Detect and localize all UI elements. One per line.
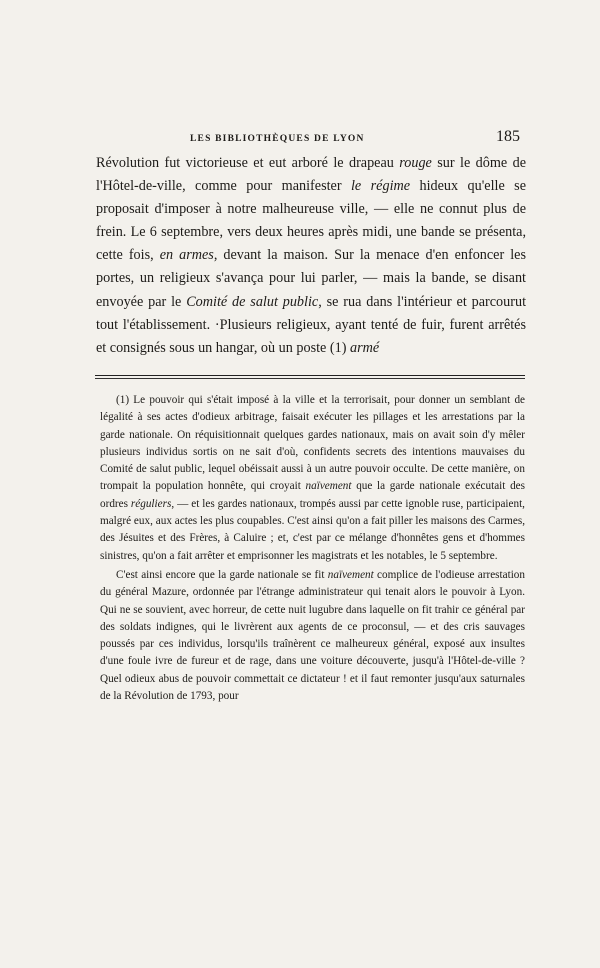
italic-run: rouge [399, 155, 432, 171]
text-run: hideux qu'elle se proposait d'imposer à notre malheureuse ville, — elle ne connut plus de frein. Le 6 septembre, vers deux heures après midi, une bande se présenta, cette fois, [96, 178, 527, 264]
footnote-1 [100, 392, 525, 565]
text-run: , devant la maison. Sur la menace d'en enfoncer les portes, un religieux s'avança pour lui parler, — mais la bande, se disant envoyée par le [96, 247, 526, 310]
rule-line [95, 378, 525, 379]
footnotes [100, 392, 525, 705]
page-number: 185 [496, 128, 520, 145]
body-paragraph [96, 152, 526, 360]
footnote-continuation [100, 567, 525, 705]
text-run: (1) Le pouvoir qui s'était imposé à la ville et la terrorisait, pour donner un semblant de légalité à ses actes d'odieux arbitrage, faisait exécuter les pillages et les arrestations par la garde nationale. On réquisitionnait quelques gardes nationaux, mais on avait soin d'y mêler plusieurs individus sortis on ne sait d'où, confidents secrets des intentions mauvaises du Comité de salut public, lequel obéissait aussi à un autre pouvoir occulte. De cette manière, on trompait la population honnête, qui croyait [100, 394, 525, 493]
italic-run: naïvement [305, 480, 352, 493]
italic-run: Comité de salut public [186, 293, 319, 310]
text-run: complice de l'odieuse arrestation du général Mazure, ordonnée par l'étrange administrateur qui tenait alors le pouvoir à Lyon. Qui ne se souvient, avec horreur, de cette nuit lugubre dans laquelle on fit trahir ce général par des soldats indignes, qui le livrèrent aux agents de ce proconsul, — et des cris sauvages poussés par ces individus, lorsqu'ils traînèrent ce malheureux général, exposé aux insultes d'une foule ivre de fureur et de rage, dans une voiture découverte, jusqu'à l'Hôtel-de-ville ? Quel odieux abus de pouvoir commettait ce dictateur ! et il faut remonter jusqu'aux saturnales de la Révolution de 1793, pour [100, 568, 525, 703]
text-run: que la garde nationale exécutait des ordres [100, 480, 525, 510]
text-run: , se rua dans l'intérieur et parcourut tout l'établissement. ·Plusieurs religieux, ayant tenté de fuir, furent arrêtés et consignés sous un hangar, où un poste (1) [96, 293, 527, 356]
italic-run: réguliers [130, 497, 172, 510]
text-run: C'est ainsi encore que la garde nationale se fit [116, 568, 328, 581]
rule-line [95, 375, 525, 376]
italic-run: le régime [350, 178, 411, 195]
italic-run: armé [349, 339, 380, 356]
text-run: Révolution fut victorieuse et eut arboré le drapeau [96, 155, 400, 171]
running-title: LES BIBLIOTHÈQUES DE LYON [190, 134, 365, 144]
text-run: sur le dôme de l'Hôtel-de-ville, comme pour manifester [96, 155, 526, 195]
text-run: , — et les gardes nationaux, trompés aussi par cette ignoble ruse, participaient, malgré eux, aux actes les plus coupables. C'est ainsi qu'on a fait piller les maisons des Carmes, des Jésuites et des Frères, à Caluire ; et, c'est par ce mélange d'honnêtes gens et d'hommes sinistres, qu'on a fait arrêter et emprisonner les magistrats et les notables, le 5 septembre. [100, 497, 525, 562]
main-text [96, 152, 526, 360]
italic-run: en armes [159, 247, 214, 264]
page-header [100, 128, 520, 148]
italic-run: naïvement [327, 568, 374, 581]
